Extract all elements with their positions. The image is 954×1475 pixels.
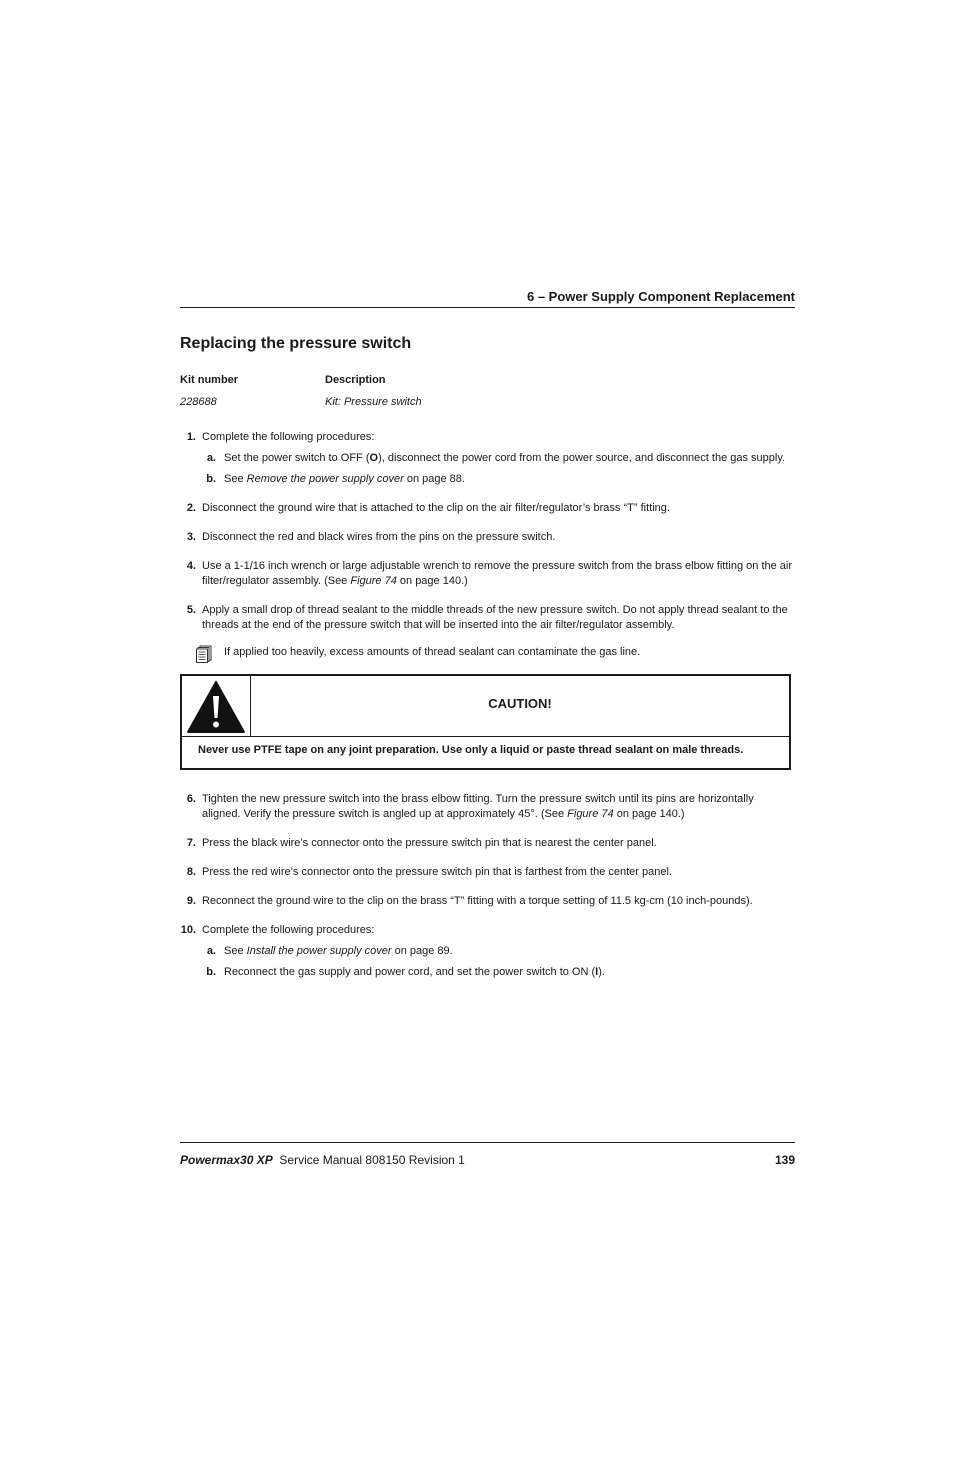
caution-title: CAUTION! xyxy=(488,696,552,711)
step-7 xyxy=(180,836,795,851)
kit-table-row xyxy=(180,395,680,417)
substep-text: Set the power switch to OFF ( xyxy=(224,452,370,464)
footer-rule xyxy=(180,1142,795,1143)
step-text: on page 140.) xyxy=(396,575,468,587)
cross-reference-link[interactable]: Remove the power supply cover xyxy=(246,473,404,485)
substep-10a xyxy=(202,944,795,959)
step-text: on page 140.) xyxy=(613,808,685,820)
figure-reference-link[interactable]: Figure 74 xyxy=(567,808,614,820)
step-number: 3. xyxy=(186,531,196,543)
substep-letter: b. xyxy=(206,473,216,485)
step-10 xyxy=(180,923,795,980)
kit-number: 228688 xyxy=(180,396,217,408)
step-6 xyxy=(180,792,795,822)
figure-reference-link[interactable]: Figure 74 xyxy=(350,575,397,587)
step-text: Press the red wire’s connector onto the pressure switch pin that is farthest from the center panel. xyxy=(202,866,672,878)
step-text: Complete the following procedures: xyxy=(202,924,375,936)
step-text: Disconnect the ground wire that is attached to the clip on the air filter/regulator’s brass “T” fitting. xyxy=(202,502,670,514)
caution-text: Never use PTFE tape on any joint preparation. Use only a liquid or paste thread sealant on male threads. xyxy=(198,744,744,756)
substep-text: See xyxy=(224,473,247,485)
substep-1b xyxy=(202,472,795,487)
step-number: 9. xyxy=(186,895,196,907)
substep-text: Reconnect the gas supply and power cord, and set the power switch to ON ( xyxy=(224,966,596,978)
step-number: 8. xyxy=(186,866,196,878)
substep-text: on page 88. xyxy=(403,473,465,485)
substep-1a xyxy=(202,451,795,466)
substep-text: ). xyxy=(598,966,605,978)
warning-triangle-icon xyxy=(182,676,250,736)
step-8 xyxy=(180,865,795,880)
step-number: 2. xyxy=(186,502,196,514)
note-text: If applied too heavily, excess amounts of thread sealant can contaminate the gas line. xyxy=(224,646,641,658)
step-5 xyxy=(180,603,795,633)
step-number: 7. xyxy=(186,837,196,849)
step-text: Disconnect the red and black wires from the pins on the pressure switch. xyxy=(202,531,556,543)
substep-letter: a. xyxy=(206,945,216,957)
step-4 xyxy=(180,559,795,589)
on-symbol: I xyxy=(595,966,599,978)
step-text: Tighten the new pressure switch into the brass elbow fitting. Turn the pressure switch until its pins are horizontally aligned. Verify the pressure switch is angled up at approximately 45°. (See xyxy=(202,793,754,820)
substep-text: ), disconnect the power cord from the power source, and disconnect the gas supply. xyxy=(378,452,786,464)
step-number: 1. xyxy=(186,431,196,443)
cross-reference-link[interactable]: Install the power supply cover xyxy=(246,945,392,957)
step-number: 5. xyxy=(186,604,196,616)
note xyxy=(180,645,795,660)
header-rule xyxy=(180,307,795,308)
off-symbol: O xyxy=(369,452,379,464)
substep-text: on page 89. xyxy=(391,945,453,957)
step-text: Reconnect the ground wire to the clip on the brass “T” fitting with a torque setting of 11.5 kg-cm (10 inch-pounds). xyxy=(202,895,753,907)
substep-text: See xyxy=(224,945,247,957)
step-text: Press the black wire’s connector onto the pressure switch pin that is nearest the center panel. xyxy=(202,837,657,849)
page-number: 139 xyxy=(774,1153,795,1167)
caution-box xyxy=(180,674,791,770)
step-text: Apply a small drop of thread sealant to the middle threads of the new pressure switch. Do not apply thread sealant to the threads at the end of the pressure switch that will be inserted into the air filter/regulator assembly. xyxy=(202,604,788,631)
step-1 xyxy=(180,430,795,487)
step-2 xyxy=(180,501,795,516)
kit-description: Kit: Pressure switch xyxy=(325,396,422,408)
note-pages-icon xyxy=(196,645,212,663)
kit-table xyxy=(180,373,680,417)
procedure-steps xyxy=(180,430,795,994)
step-number: 10. xyxy=(180,924,196,936)
caution-icon-cell xyxy=(182,676,251,736)
product-name: Powermax30 XP xyxy=(180,1153,273,1167)
kit-table-header xyxy=(180,373,680,395)
section-title: Replacing the pressure switch xyxy=(180,335,412,352)
step-text: Complete the following procedures: xyxy=(202,431,375,443)
substep-10b xyxy=(202,965,795,980)
step-number: 4. xyxy=(186,560,196,572)
page-footer xyxy=(180,1152,795,1168)
substep-letter: a. xyxy=(206,452,216,464)
caution-header xyxy=(182,676,789,737)
step-text: Use a 1-1/16 inch wrench or large adjustable wrench to remove the pressure switch from the brass elbow fitting on the air filter/regulator assembly. (See xyxy=(202,560,793,587)
manual-info: Service Manual 808150 Revision 1 xyxy=(279,1153,465,1167)
step-3 xyxy=(180,530,795,545)
kit-number-header: Kit number xyxy=(180,374,239,386)
substep-letter: b. xyxy=(206,966,216,978)
step-9 xyxy=(180,894,795,909)
chapter-header: 6 – Power Supply Component Replacement xyxy=(527,289,795,304)
step-number: 6. xyxy=(186,793,196,805)
description-header: Description xyxy=(325,374,386,386)
